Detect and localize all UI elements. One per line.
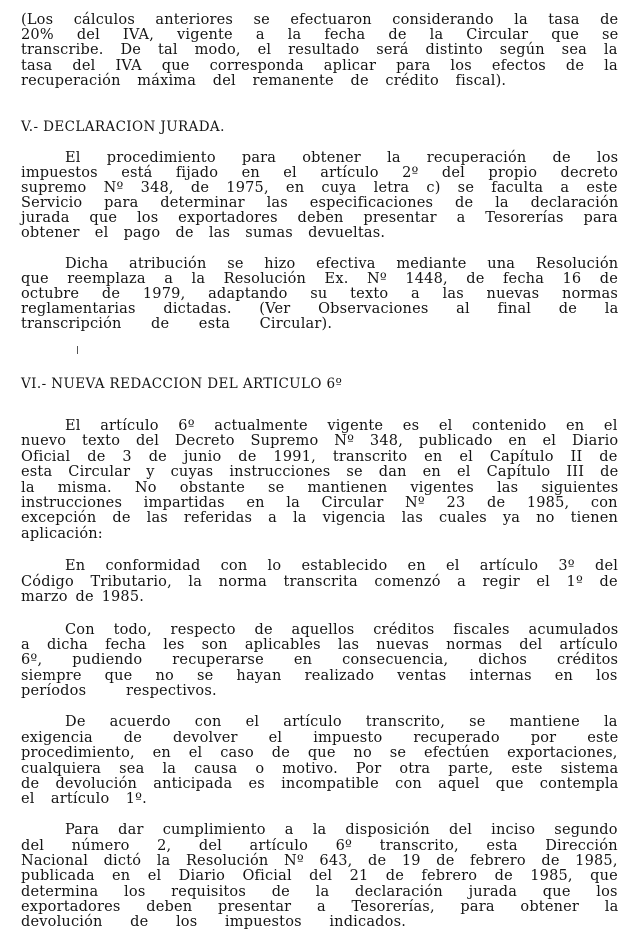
- text-line: octubre de 1979, adaptando su texto a las nuevas normas: [21, 286, 619, 302]
- text-line: Dicha atribución se hizo efectiva mediante una Resolución: [65, 256, 619, 272]
- text-line: Para dar cumplimiento a la disposición del inciso segundo: [65, 822, 618, 838]
- text-line: esta Circular y cuyas instrucciones se dan en el Capítulo III de: [21, 464, 619, 480]
- text-line: exportadores deben presentar a Tesorerías, para obtener la: [21, 899, 619, 915]
- text-line: Oficial de 3 de junio de 1991, transcrito en el Capítulo II de: [21, 449, 618, 465]
- text-line: 20% del IVA, vigente a la fecha de la Circular que se: [21, 27, 619, 43]
- text-line: siempre que no se hayan realizado ventas internas en los: [21, 668, 618, 684]
- text-line: El artículo 6º actualmente vigente es el contenido en el: [65, 418, 618, 434]
- scan-mark: [77, 346, 78, 354]
- text-line: impuestos está fijado en el artículo 2º del propio decreto: [21, 165, 618, 181]
- text-line: Código Tributario, la norma transcrita comenzó a regir el 1º de: [21, 574, 618, 590]
- text-line: del número 2, del artículo 6º transcrito, esta Dirección: [21, 838, 618, 854]
- text-line: jurada que los exportadores deben presentar a Tesorerías para: [21, 210, 618, 226]
- text-line: que reemplaza a la Resolución Ex. Nº 1448, de fecha 16 de: [21, 271, 619, 287]
- text-line: determina los requisitos de la declaración jurada que los: [21, 884, 618, 900]
- text-line: a dicha fecha les son aplicables las nuevas normas del artículo: [21, 637, 618, 653]
- text-line: transcripción de esta Circular).: [21, 316, 333, 332]
- text-line: excepción de las referidas a la vigencia las cuales ya no tienen: [21, 510, 619, 526]
- text-line: cualquiera sea la causa o motivo. Por otra parte, este sistema: [21, 761, 619, 777]
- text-line: transcribe. De tal modo, el resultado será distinto según sea la: [21, 42, 618, 58]
- text-line: El procedimiento para obtener la recuperación de los: [65, 150, 619, 166]
- text-line: tasa del IVA que corresponda aplicar para los efectos de la: [21, 58, 618, 74]
- text-line: marzo de 1985.: [21, 589, 145, 605]
- text-line: obtener el pago de las sumas devueltas.: [21, 225, 386, 241]
- text-line: aplicación:: [21, 526, 103, 542]
- text-line: Servicio para determinar las especificaciones de la declaración: [21, 195, 619, 211]
- text-line: instrucciones impartidas en la Circular Nº 23 de 1985, con: [21, 495, 618, 511]
- text-line: De acuerdo con el artículo transcrito, se mantiene la: [65, 714, 618, 730]
- text-line: recuperación máxima del remanente de crédito fiscal).: [21, 73, 507, 89]
- text-line: exigencia de devolver el impuesto recuperado por este: [21, 730, 619, 746]
- text-line: Nacional dictó la Resolución Nº 643, de 19 de febrero de 1985,: [21, 853, 618, 869]
- text-line: (Los cálculos anteriores se efectuaron considerando la tasa de: [21, 12, 619, 28]
- text-line: 6º, pudiendo recuperarse en consecuencia, dichos créditos: [21, 652, 619, 668]
- section-vi-heading: VI.- NUEVA REDACCION DEL ARTICULO 6º: [21, 376, 343, 392]
- text-line: nuevo texto del Decreto Supremo Nº 348, publicado en el Diario: [21, 433, 619, 449]
- text-line: procedimiento, en el caso de que no se efectúen exportaciones,: [21, 745, 618, 761]
- text-line: Con todo, respecto de aquellos créditos fiscales acumulados: [65, 622, 619, 638]
- text-line: reglamentarias dictadas. (Ver Observaciones al final de la: [21, 301, 619, 317]
- text-line: la misma. No obstante se mantienen vigentes las siguientes: [21, 480, 619, 496]
- text-line: supremo Nº 348, de 1975, en cuya letra c) se faculta a este: [21, 180, 618, 196]
- text-line: En conformidad con lo establecido en el artículo 3º del: [65, 558, 619, 574]
- text-line: períodos respectivos.: [21, 683, 217, 699]
- section-v-heading: V.- DECLARACION JURADA.: [21, 119, 225, 135]
- text-line: devolución de los impuestos indicados.: [21, 914, 407, 930]
- text-line: de devolución anticipada es incompatible con aquel que contempla: [21, 776, 619, 792]
- text-line: el artículo 1º.: [21, 791, 147, 807]
- text-line: publicada en el Diario Oficial del 21 de febrero de 1985, que: [21, 868, 618, 884]
